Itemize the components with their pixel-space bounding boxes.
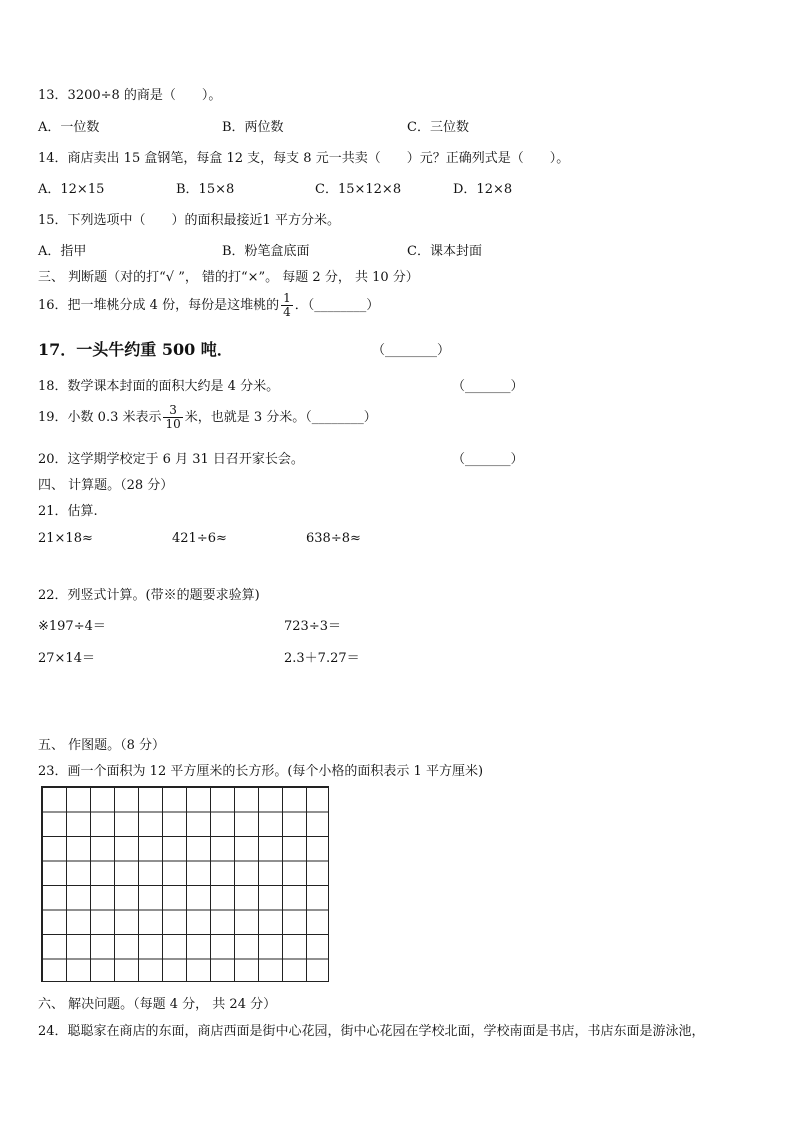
q16-frac-denominator: 4: [283, 305, 291, 319]
question-23: 23．画一个面积为 12 平方厘米的长方形。(每个小格的面积表示 1 平方厘米): [38, 764, 484, 779]
question-15: 15．下列选项中（ ）的面积最接近1 平方分米。: [38, 213, 340, 228]
question-13: 13．3200÷8 的商是（ ）。: [38, 88, 222, 103]
question-18: 18．数学课本封面的面积大约是 4 分米。: [38, 379, 280, 394]
q15-option-a: A．指甲: [38, 244, 87, 259]
section-5-title: 五、 作图题。（8 分）: [38, 738, 166, 753]
q22-item-4: 2.3＋7.27＝: [284, 651, 360, 666]
q21-item-1: 21×18≈: [38, 531, 93, 546]
question-16: [38, 292, 379, 319]
question-22: 22．列竖式计算。(带※的题要求验算): [38, 588, 260, 603]
q16-frac-numerator: 1: [283, 291, 291, 305]
q14-option-a: A．12×15: [38, 182, 105, 197]
q19-frac-denominator: 10: [165, 417, 181, 431]
q13-option-c: C．三位数: [407, 120, 469, 135]
q16-answer-blank[interactable]: ．（________）: [294, 298, 380, 313]
q21-item-2: 421÷6≈: [172, 531, 227, 546]
drawing-grid[interactable]: [41, 786, 329, 982]
q19-answer-blank[interactable]: 米，也就是 3 分米。（________）: [184, 410, 377, 425]
q22-item-3: 27×14＝: [38, 651, 95, 666]
question-24: 24．聪聪家在商店的东面，商店西面是街中心花园，街中心花园在学校北面，学校南面是书店，书店东面是游泳池，: [38, 1024, 705, 1039]
q19-text: 19．小数 0.3 米表示: [38, 410, 162, 425]
q19-fraction: [163, 404, 182, 431]
question-19: [38, 404, 377, 431]
q22-item-2: 723÷3＝: [284, 619, 341, 634]
question-21: 21．估算.: [38, 504, 98, 519]
q13-option-a: A．一位数: [38, 120, 100, 135]
q14-option-c: C．15×12×8: [315, 182, 402, 197]
q16-text: 16．把一堆桃分成 4 份，每份是这堆桃的: [38, 298, 280, 313]
q13-option-b: B．两位数: [222, 120, 284, 135]
q21-item-3: 638÷8≈: [306, 531, 361, 546]
section-6-title: 六、 解决问题。（每题 4 分， 共 24 分）: [38, 997, 277, 1012]
section-4-title: 四、 计算题。（28 分）: [38, 478, 174, 493]
question-20: 20．这学期学校定于 6 月 31 日召开家长会。: [38, 452, 304, 467]
section-3-title: 三、 判断题（对的打“√ ”， 错的打“×”。 每题 2 分， 共 10 分）: [38, 270, 419, 285]
q18-answer-blank[interactable]: （_______）: [452, 379, 524, 394]
q14-option-b: B．15×8: [176, 182, 235, 197]
q15-option-b: B．粉笔盒底面: [222, 244, 310, 259]
q16-fraction: [281, 292, 293, 319]
q17-answer-blank[interactable]: （________）: [372, 343, 451, 358]
q14-option-d: D．12×8: [453, 182, 513, 197]
q19-frac-numerator: 3: [163, 404, 182, 418]
q22-item-1: ※197÷4＝: [38, 619, 106, 634]
q20-answer-blank[interactable]: （_______）: [452, 452, 524, 467]
question-17: 17．一头牛约重 500 吨．: [38, 340, 233, 359]
q15-option-c: C．课本封面: [407, 244, 482, 259]
question-14: 14．商店卖出 15 盒钢笔，每盒 12 支，每支 8 元一共卖（ ）元？正确列式是（ ）。: [38, 151, 570, 166]
